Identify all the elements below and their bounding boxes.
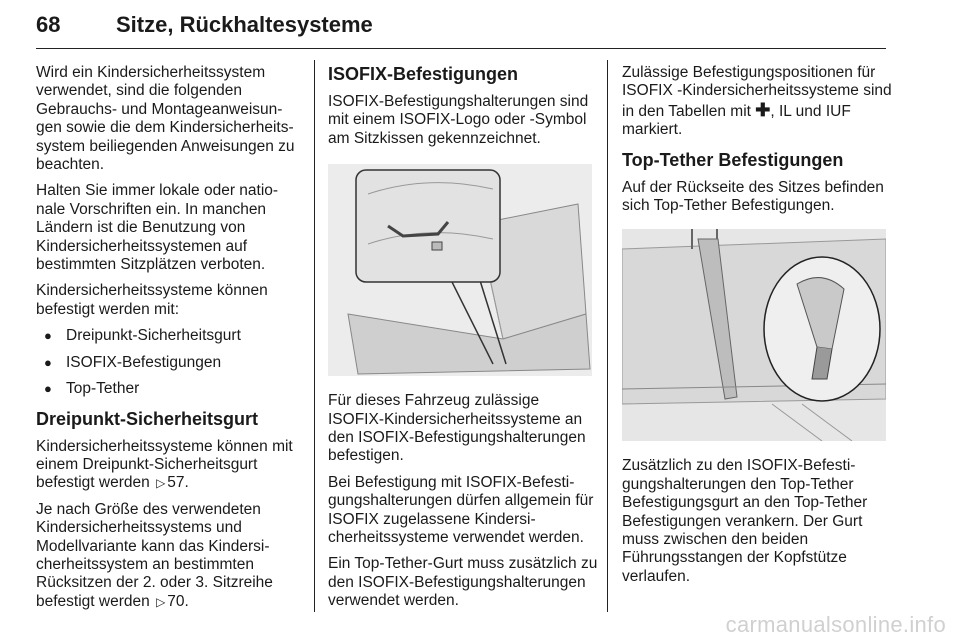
top-tether-drawing [622, 229, 886, 441]
list-item: ● ISOFIX-Befestigungen [36, 354, 302, 372]
list-item: ● Dreipunkt-Sicherheitsgurt [36, 327, 302, 345]
page-ref[interactable]: 57. [167, 474, 189, 492]
paragraph [622, 64, 892, 140]
watermark: carmanualsonline.info [725, 612, 946, 637]
bullet-list [36, 327, 302, 398]
paragraph: Halten Sie immer lokale oder nationale Vorschriften ein. In manchen Ländern ist die Benutzung von Kindersicherheitssystemen auf bestimmten Sitzplätzen verboten. [36, 182, 279, 274]
paragraph [36, 438, 302, 493]
page-number: 68 [36, 12, 61, 37]
paragraph-text: Zulässige Befestigungspositionen für ISOFIX -Kindersicherheitssysteme sind in den Tabellen mit [622, 64, 892, 120]
section-heading: ISOFIX-Befestigungen [328, 64, 519, 84]
paragraph: Zusätzlich zu den ISOFIX-Befestigungshalterungen den Top-Tether Befestigungsgurt an den Top-Tether Befestigungen verankern. Der Gurt muss zwischen den beiden Führungsstangen der Kopfstütze verlaufen. [622, 457, 868, 585]
paragraph-text: Je nach Größe des verwendeten Kindersicherheitssystems und Modellvariante kann das Kindersicherheitssystem an bestimmten Rücksitzen der 2. oder 3. Sitzreihe befestigt werden [36, 500, 273, 610]
top-tether-illustration [622, 229, 886, 441]
chapter-title: Sitze, Rückhaltesysteme [116, 12, 373, 37]
page-ref-icon: ▷ [156, 594, 166, 609]
page-ref[interactable]: 70. [167, 592, 189, 610]
column-divider [607, 60, 608, 612]
section-heading: Top-Tether Befestigungen [622, 149, 844, 170]
paragraph [36, 501, 302, 611]
column-divider [314, 60, 315, 612]
isofix-plus-icon: ✚ [755, 99, 771, 120]
paragraph: Ein Top-Tether-Gurt muss zusätzlich zu den ISOFIX-Befestigungshalterungen verwendet werden. [328, 555, 598, 610]
paragraph: ISOFIX-Befestigungshalterungen sind mit einem ISOFIX-Logo oder -Symbol am Sitzkissen gekennzeichnet. [328, 93, 589, 147]
isofix-seat-drawing [328, 164, 592, 376]
column-2 [328, 64, 598, 619]
list-item: ● Top-Tether [36, 380, 302, 398]
paragraph: Für dieses Fahrzeug zulässige ISOFIX-Kindersicherheitssysteme an den ISOFIX-Befestigungshalterungen befestigen. [328, 392, 586, 465]
paragraph-text: Kindersicherheitssysteme können mit einem Dreipunkt-Sicherheitsgurt befestigt werden [36, 437, 293, 492]
paragraph: Wird ein Kindersicherheitssystem verwendet, sind die folgenden Gebrauchs- und Montageanweisungen sowie die dem Kindersicherheitssystem beiliegenden Anweisungen zu beachten. [36, 64, 295, 174]
page-header [36, 8, 886, 49]
section-heading: Dreipunkt-Sicherheitsgurt [36, 408, 259, 429]
column-1 [36, 64, 302, 619]
isofix-illustration [328, 164, 592, 376]
paragraph: Auf der Rückseite des Sitzes befinden sich Top-Tether Befestigungen. [622, 178, 884, 215]
paragraph: Kindersicherheitssysteme können befestigt werden mit: [36, 282, 268, 318]
paragraph: Bei Befestigung mit ISOFIX-Befestigungshalterungen dürfen allgemein für ISOFIX zugelassene Kindersicherheitssysteme verwendet werden. [328, 473, 594, 547]
page-ref-icon: ▷ [156, 476, 166, 491]
paragraph-text: , IL und IUF markiert. [622, 102, 851, 139]
column-3 [622, 64, 892, 594]
